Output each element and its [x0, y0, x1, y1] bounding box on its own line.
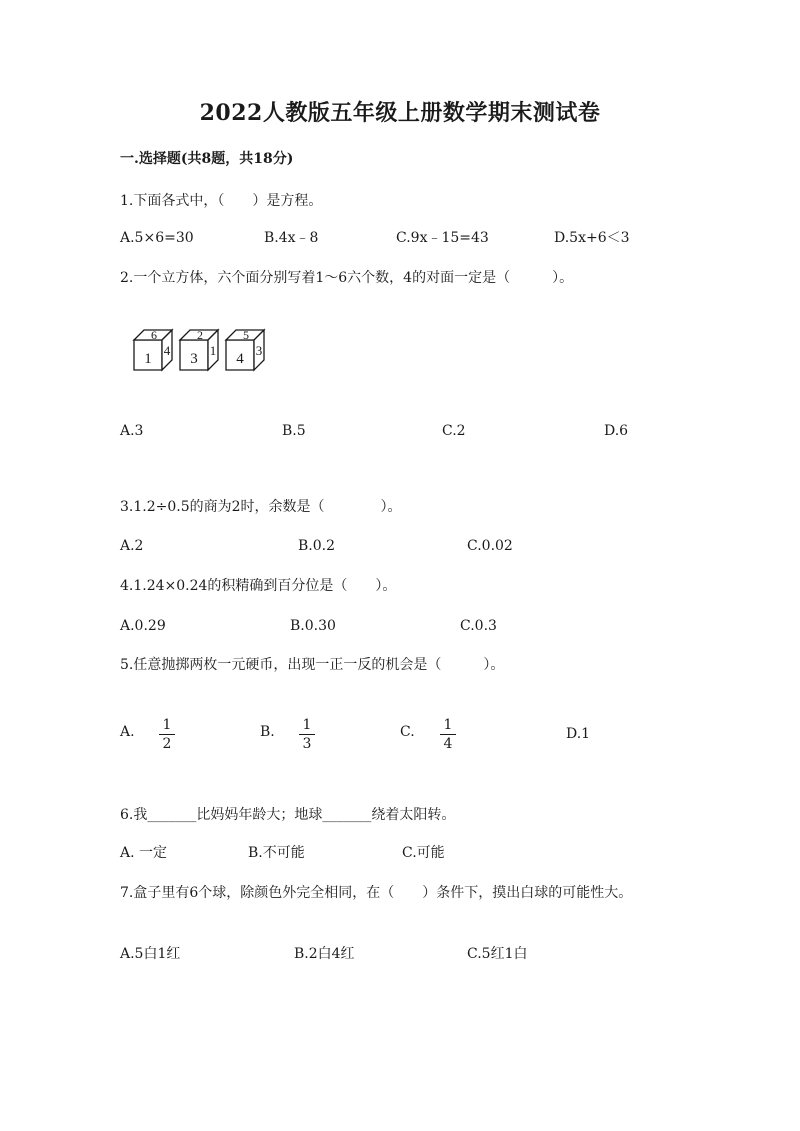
q2-option-d[interactable]: D.6	[604, 423, 629, 439]
cube-2-side-number: 1	[209, 343, 217, 358]
question-5-stem: 5.任意抛掷两枚一元硬币，出现一正一反的机会是（ ）。	[120, 657, 505, 673]
q4-option-a[interactable]: A.0.29	[120, 618, 166, 634]
question-6-stem: 6.我_______比妈妈年龄大；地球_______绕着太阳转。	[120, 807, 456, 823]
cube-1-side-number: 4	[163, 343, 171, 358]
cube-1-top-number: 6	[151, 328, 157, 342]
cube-1-front-number: 1	[144, 351, 152, 367]
fraction-numerator: 1	[443, 717, 453, 733]
q5-option-b-letter[interactable]: B.	[260, 724, 275, 740]
question-1-stem: 1.下面各式中，（ ）是方程。	[120, 193, 323, 209]
cube-2-top-number: 2	[197, 328, 203, 342]
cube-figures	[132, 326, 272, 376]
question-4-stem: 4.1.24×0.24的积精确到百分位是（ ）。	[120, 578, 397, 594]
q5-option-a-letter[interactable]: A.	[120, 724, 135, 740]
q7-option-a[interactable]: A.5白1红	[120, 946, 181, 962]
section-heading: 一.选择题(共8题，共18分)	[120, 151, 294, 167]
page-title: 2022人教版五年级上册数学期末测试卷	[199, 100, 601, 126]
question-7-stem: 7.盒子里有6个球，除颜色外完全相同，在（ ）条件下，摸出白球的可能性大。	[120, 885, 633, 901]
q7-option-b[interactable]: B.2白4红	[294, 946, 355, 962]
cube-3-front-number: 4	[236, 351, 244, 367]
fraction-numerator: 1	[302, 717, 312, 733]
q1-option-b[interactable]: B.4x﹣8	[264, 230, 319, 246]
q5-option-b-fraction[interactable]	[299, 718, 315, 751]
cube-3-side-number: 3	[255, 343, 263, 358]
q5-option-c-fraction[interactable]	[440, 718, 456, 751]
cube-2-front-number: 3	[190, 351, 198, 367]
q6-option-c[interactable]: C.可能	[402, 845, 445, 861]
q2-option-a[interactable]: A.3	[120, 423, 144, 439]
fraction-bar	[159, 734, 175, 735]
q2-option-b[interactable]: B.5	[282, 423, 306, 439]
question-3-stem: 3.1.2÷0.5的商为2时，余数是（ ）。	[120, 499, 402, 515]
fraction-numerator: 1	[162, 717, 172, 733]
fraction-denominator: 4	[443, 736, 453, 752]
q3-option-c[interactable]: C.0.02	[467, 538, 513, 554]
fraction-bar	[440, 734, 456, 735]
q1-option-a[interactable]: A.5×6=30	[120, 230, 194, 246]
q6-option-b[interactable]: B.不可能	[248, 845, 305, 861]
q6-option-a[interactable]: A. 一定	[120, 845, 168, 861]
q5-option-d[interactable]: D.1	[566, 726, 591, 742]
q7-option-c[interactable]: C.5红1白	[467, 946, 528, 962]
fraction-denominator: 2	[162, 736, 172, 752]
q3-option-b[interactable]: B.0.2	[298, 538, 336, 554]
q1-option-d[interactable]: D.5x+6＜3	[554, 230, 630, 246]
fraction-denominator: 3	[302, 736, 312, 752]
q5-option-a-fraction[interactable]	[159, 718, 175, 751]
question-2-stem: 2.一个立方体，六个面分别写着1～6六个数，4的对面一定是（ ）。	[120, 270, 574, 286]
q2-option-c[interactable]: C.2	[442, 423, 466, 439]
q3-option-a[interactable]: A.2	[120, 538, 144, 554]
cube-3-top-number: 5	[243, 328, 249, 342]
q1-option-c[interactable]: C.9x﹣15=43	[396, 230, 489, 246]
q4-option-c[interactable]: C.0.3	[460, 618, 497, 634]
q4-option-b[interactable]: B.0.30	[290, 618, 336, 634]
fraction-bar	[299, 734, 315, 735]
q5-option-c-letter[interactable]: C.	[400, 724, 415, 740]
